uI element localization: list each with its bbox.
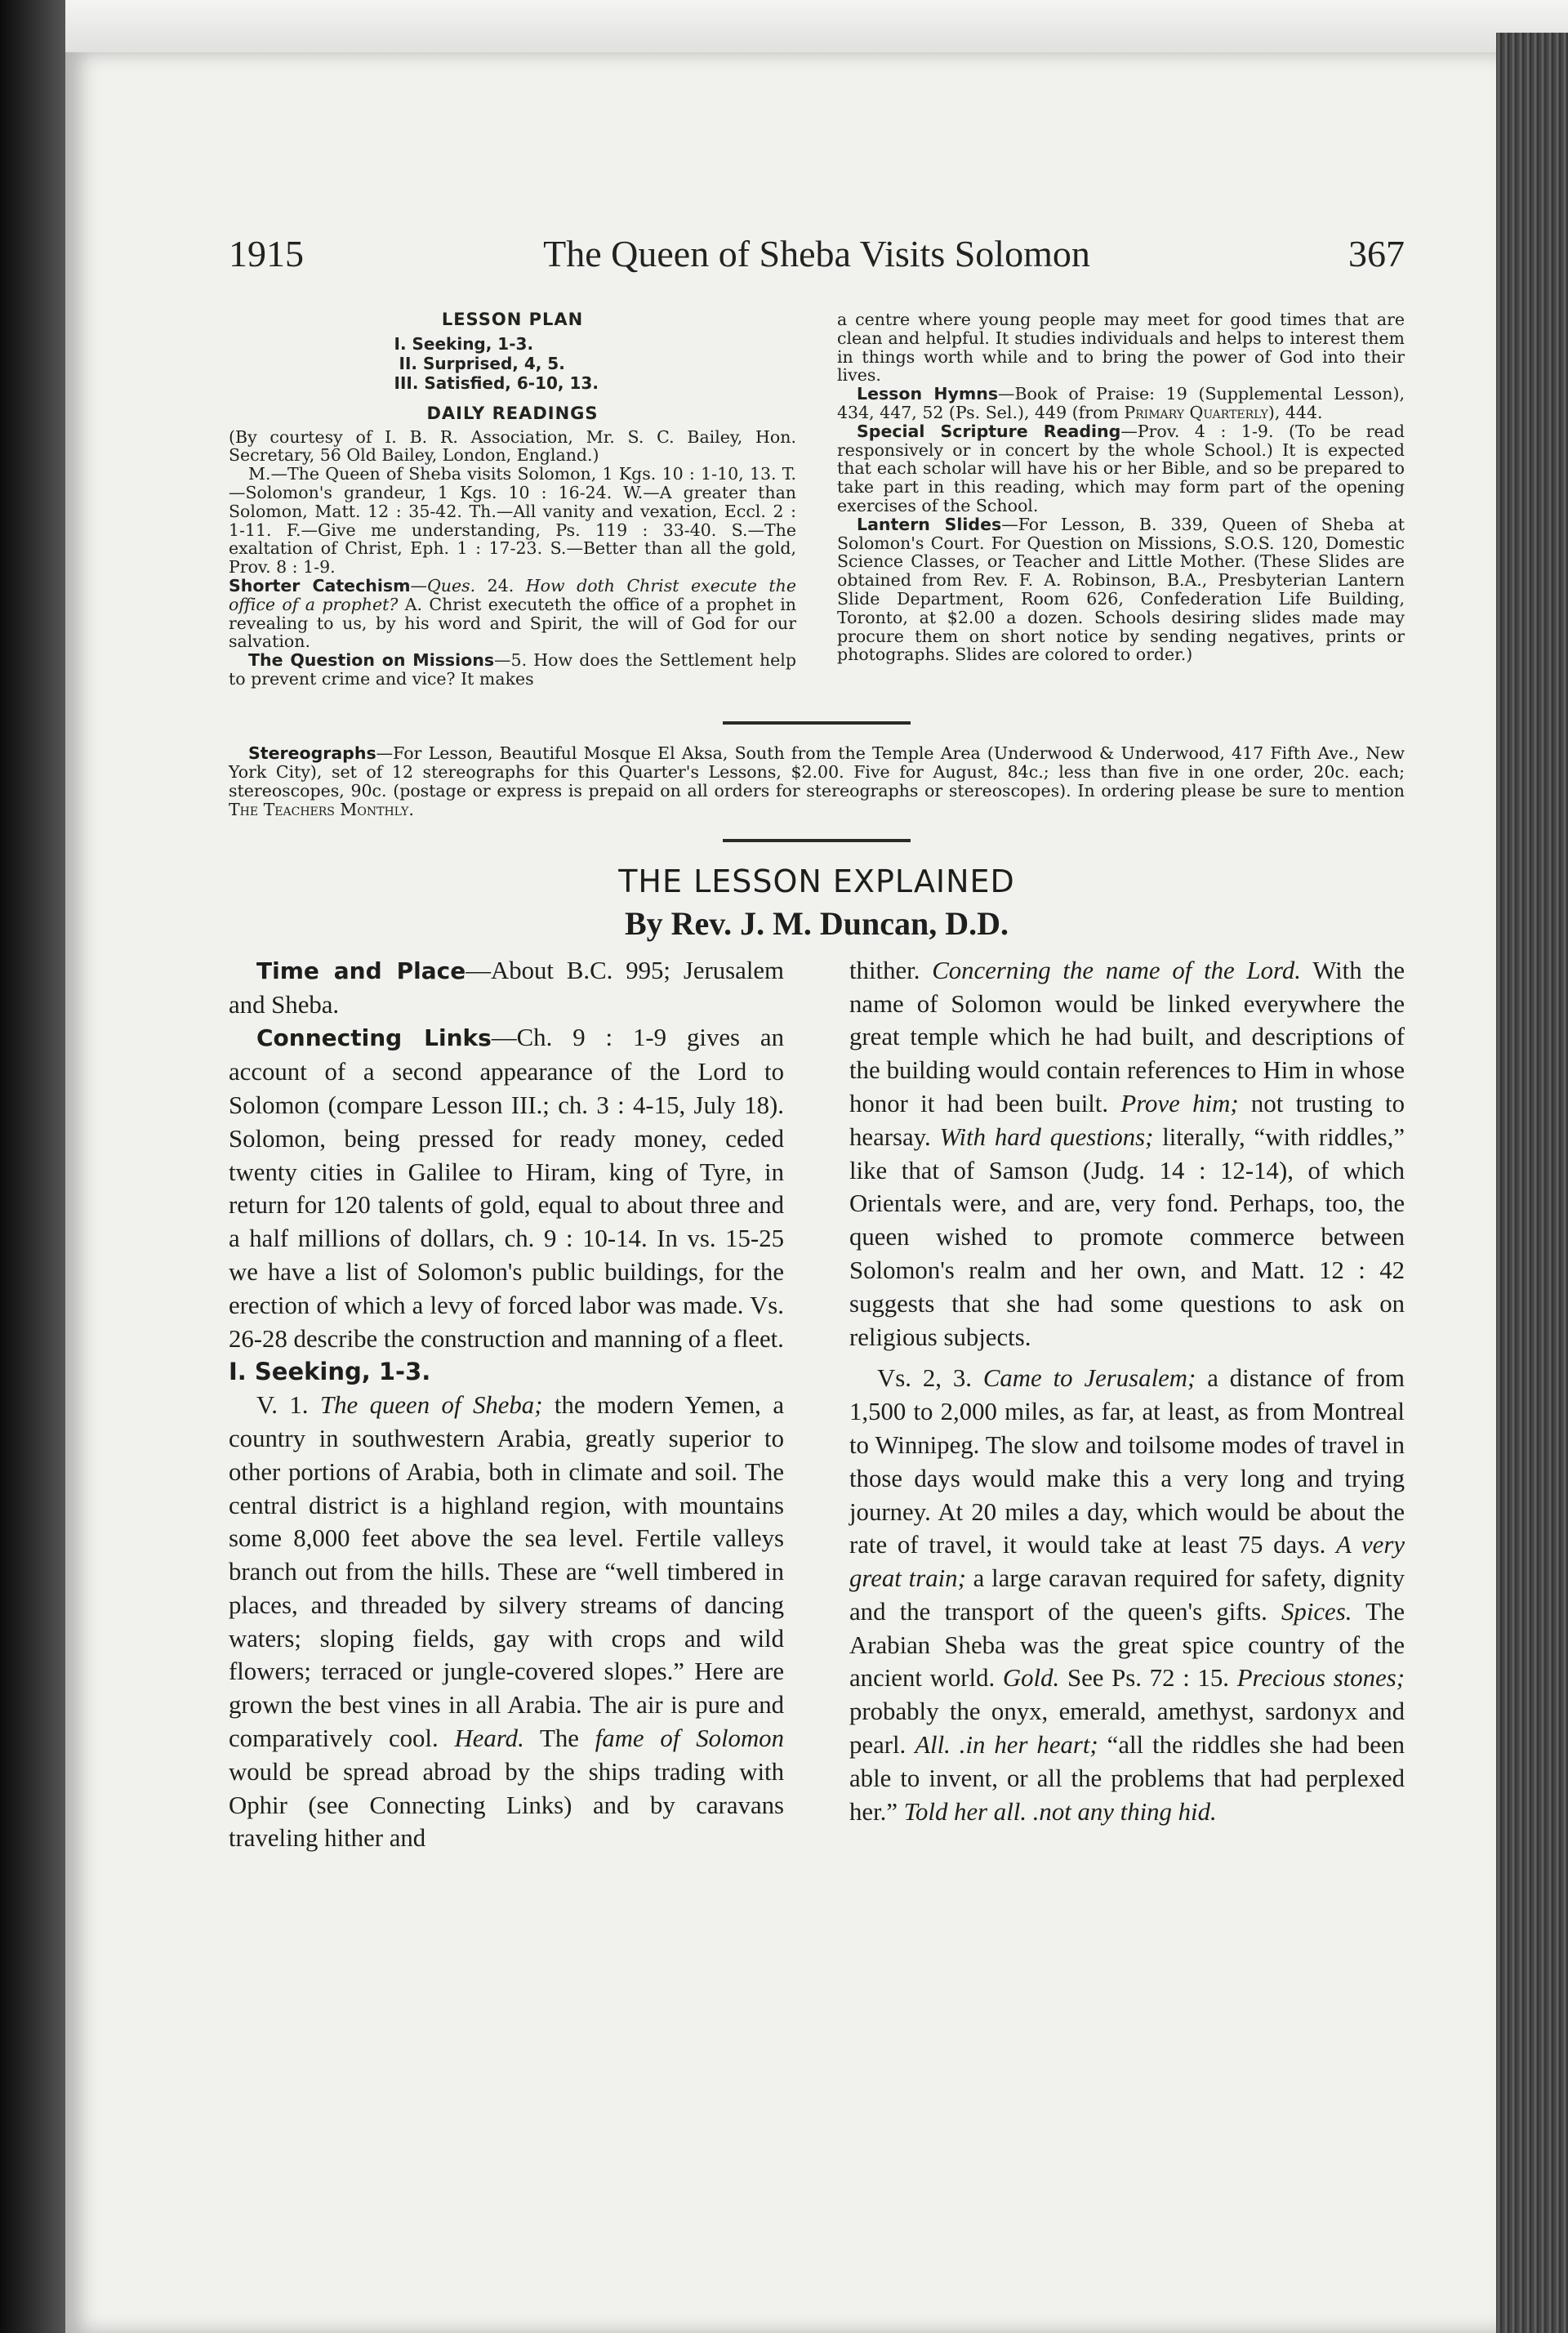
top-left-column bbox=[229, 310, 796, 689]
slides-label: Lantern Slides bbox=[857, 514, 1002, 534]
verse-text: a large caravan required for safety, dignity and the transport of the queen's gifts. bbox=[849, 1564, 1405, 1626]
section-rule bbox=[723, 839, 911, 842]
verse-phrase: Spices. bbox=[1281, 1597, 1352, 1626]
lesson-byline: By Rev. J. M. Duncan, D.D. bbox=[624, 904, 1009, 942]
verse-ref: V. 1. bbox=[256, 1391, 320, 1420]
time-and-place bbox=[229, 954, 784, 1022]
verse-phrase: Told her all. .not any thing hid. bbox=[903, 1797, 1217, 1826]
verse-text: would be spread abroad by the ships trading with Ophir (see Connecting Links) and by caravans traveling hither and bbox=[229, 1757, 784, 1853]
section-heading: I. Seeking, 1-3. bbox=[229, 1358, 431, 1386]
page-content bbox=[229, 232, 1405, 1855]
stereographs-monthly: The Teachers Monthly bbox=[229, 799, 409, 819]
links-text: —Ch. 9 : 1-9 gives an account of a second appearance of the Lord to Solomon (compare Lesson III.; ch. 3 : 4-15, July 18). Solomon, being pressed for ready money, ceded twenty cities in Galilee to Hiram, king of Tyre, in return for 120 talents of gold, equal to about three and a half millions of dollars, ch. 9 : 10-14. In vs. 15-25 we have a list of Solomon's public buildings, for the erection of which a levy of forced labor was made. Vs. 26-28 describe the construction and manning of a fleet. bbox=[229, 1024, 785, 1353]
scripture-text: —Prov. 4 : 1-9. (To be read responsively or in concert by the whole School.) It is expected that each scholar will have his or her Bible, and so be prepared to take part in this reading, which may form part of the opening exercises of the School. bbox=[837, 421, 1405, 515]
verse-text: See Ps. 72 : 15. bbox=[1059, 1664, 1237, 1693]
verse-phrase: Heard. bbox=[454, 1724, 524, 1753]
connecting-links bbox=[229, 1021, 784, 1355]
scan-left-edge bbox=[0, 0, 65, 2333]
verse-text: not trusting to hearsay. bbox=[849, 1089, 1405, 1151]
main-columns bbox=[229, 954, 1405, 1856]
catechism-q-number: 24. bbox=[475, 575, 526, 596]
verse-phrase: Prove him; bbox=[1120, 1089, 1239, 1117]
scripture-label: Special Scripture Reading bbox=[857, 421, 1121, 441]
top-columns bbox=[229, 310, 1405, 689]
special-scripture bbox=[837, 422, 1405, 515]
section-rule bbox=[723, 721, 911, 725]
verse-1-paragraph bbox=[229, 1389, 784, 1855]
scan-right-edge bbox=[1496, 33, 1568, 2333]
verse-ref: Vs. 2, 3. bbox=[877, 1364, 983, 1393]
question-on-missions bbox=[229, 651, 796, 689]
catechism-label: Shorter Catechism bbox=[229, 575, 411, 596]
page-number: 367 bbox=[1348, 233, 1405, 274]
stereographs-text: —For Lesson, Beautiful Mosque El Aksa, South from the Temple Area (Underwood & Underwood, 417 Fifth Ave., New York City), set of 12 stereographs for this Quarter's Lessons, $2.00. Five for August, 84c.; less than five in one order, 20c. each; stereoscopes, 90c. (postage or express is prepaid on all orders for stereographs or stereoscopes). In ordering please be sure to mention bbox=[229, 743, 1405, 801]
catechism-question: How doth Christ execute the office of a prophet? bbox=[229, 575, 796, 614]
verse-phrase: The queen of Sheba; bbox=[319, 1391, 543, 1420]
verse-phrase: Came to Jerusalem; bbox=[982, 1364, 1196, 1393]
verse-1-continued bbox=[849, 954, 1405, 1354]
lesson-hymns bbox=[837, 385, 1405, 422]
stereographs bbox=[229, 744, 1405, 819]
verse-text: probably the onyx, emerald, amethyst, sardonyx and pearl. bbox=[849, 1697, 1405, 1760]
time-text: —About B.C. 995; Jerusalem and Sheba. bbox=[229, 956, 784, 1019]
verse-text: a distance of from 1,500 to 2,000 miles, as far, at least, as from Montreal to Winnipeg. The slow and toilsome modes of travel in those days would make this a very long and trying journey. At 20 miles a day, which would be about the rate of travel, it would take at least 75 days. bbox=[849, 1364, 1405, 1559]
verse-phrase: Gold. bbox=[1002, 1664, 1060, 1693]
daily-readings-courtesy: (By courtesy of I. B. R. Association, Mr. S. C. Bailey, Hon. Secretary, 56 Old Bailey, London, England.) bbox=[229, 426, 796, 466]
verse-text: The bbox=[523, 1724, 595, 1753]
daily-readings-title: DAILY READINGS bbox=[426, 403, 599, 423]
lesson-plan-list bbox=[394, 334, 631, 393]
hymns-label: Lesson Hymns bbox=[857, 384, 999, 404]
main-right-column bbox=[849, 954, 1405, 1856]
hymns-text-b: ), 444. bbox=[1267, 402, 1323, 422]
verse-text: the modern Yemen, a country in southwestern Arabia, greatly superior to other portions of Arabia, both in climate and soil. The central district is a highland region, with mountains some 8,000 feet above the sea level. Fertile valleys branch out from the hills. These are “well timbered in places, and threaded by silvery streams of dancing waters; sloping fields, gay with crops and wild flowers; terraced or jungle-covered slopes.” Here are grown the best vines in all Arabia. The air is pure and comparatively cool. bbox=[229, 1391, 784, 1753]
time-label: Time and Place bbox=[256, 957, 466, 984]
shorter-catechism bbox=[229, 577, 796, 651]
lesson-plan-item: II. Surprised, 4, 5. bbox=[399, 353, 565, 373]
hymns-primary: Primary Quarterly bbox=[1124, 402, 1268, 422]
lantern-slides bbox=[837, 515, 1405, 664]
verse-text: “all the riddles she had been able to invent, or all the problems that had perplexed her.” bbox=[849, 1731, 1405, 1826]
links-label: Connecting Links bbox=[256, 1024, 492, 1052]
verse-phrase: Precious stones; bbox=[1236, 1664, 1405, 1693]
lesson-explained-title: THE LESSON EXPLAINED bbox=[618, 863, 1015, 899]
verse-phrase: All. .in her heart; bbox=[915, 1731, 1098, 1760]
missions-continued: a centre where young people may meet for good times that are clean and helpful. It studies individuals and helps to interest them in things worth while and to bring the power of God into their lives. bbox=[837, 310, 1405, 386]
verse-phrase: With hard questions; bbox=[939, 1122, 1154, 1151]
stereographs-label: Stereographs bbox=[248, 743, 376, 763]
main-left-column bbox=[229, 954, 784, 1856]
top-right-column bbox=[837, 310, 1405, 689]
verse-phrase: Concerning the name of the Lord. bbox=[932, 956, 1301, 984]
verse-text: The Arabian Sheba was the great spice country of the ancient world. bbox=[849, 1597, 1405, 1693]
verse-phrase: fame of Solomon bbox=[595, 1724, 784, 1753]
running-head bbox=[229, 232, 1405, 286]
catechism-answer: A. Christ executeth the office of a prophet in revealing to us, by his word and Spirit, the will of God for our salvation. bbox=[229, 594, 796, 652]
running-head-title: The Queen of Sheba Visits Solomon bbox=[543, 233, 1090, 274]
running-head-year: 1915 bbox=[229, 233, 304, 274]
catechism-q-label: —Ques. bbox=[410, 575, 476, 596]
book-page bbox=[65, 52, 1496, 2333]
verse-phrase: A very great train; bbox=[849, 1531, 1405, 1593]
verse-text: With the name of Solomon would be linked everywhere the great temple which he had built, and descriptions of the building would contain references to Him in whose honor it had been built. bbox=[849, 956, 1405, 1117]
lesson-plan-item: I. Seeking, 1-3. bbox=[394, 333, 534, 354]
missions-text: —5. How does the Settlement help to prevent crime and vice? It makes bbox=[229, 650, 796, 689]
missions-label: The Question on Missions bbox=[248, 650, 495, 671]
verse-text: thither. bbox=[849, 956, 933, 984]
stereographs-end: . bbox=[408, 799, 414, 819]
slides-text: —For Lesson, B. 339, Queen of Sheba at Solomon's Court. For Question on Missions, S.O.S. 120, Domestic Science Classes, or Teacher and Little Mother. (These Slides are obtained from Rev. F. A. Robinson, B.A., Presbyterian Lantern Slide Department, Room 626, Confederation Life Building, Toronto, at $2.00 a dozen. Schools desiring slides made may procure them on short notice by sending negatives, prints or photographs. Slides are colored to order.) bbox=[837, 514, 1405, 665]
hymns-text-a: —Book of Praise: 19 (Supplemental Lesson), 434, 447, 52 (Ps. Sel.), 449 (from bbox=[837, 384, 1405, 422]
lesson-plan-title: LESSON PLAN bbox=[441, 310, 584, 329]
lesson-plan-item: III. Satisfied, 6-10, 13. bbox=[394, 372, 599, 393]
daily-readings-list: M.—The Queen of Sheba visits Solomon, 1 Kgs. 10 : 1-10, 13. T.—Solomon's grandeur, 1 Kgs. 10 : 16-24. W.—A greater than Solomon, Matt. 12 : 35-42. Th.—All vanity and vexation, Eccl. 2 : 1-11. F.—Give me understanding, Ps. 119 : 33-40. S.—The exaltation of Christ, Eph. 1 : 17-23. S.—Better than all the gold, Prov. 8 : 1-9. bbox=[229, 464, 796, 578]
verse-text: literally, “with riddles,” like that of Samson (Judg. 14 : 12-14), of which Orientals were, and are, very fond. Perhaps, too, the queen wished to promote commerce between Solomon's realm and her own, and Matt. 12 : 42 suggests that she had some questions to ask on religious subjects. bbox=[849, 1122, 1405, 1351]
verses-2-3-paragraph bbox=[849, 1362, 1405, 1828]
